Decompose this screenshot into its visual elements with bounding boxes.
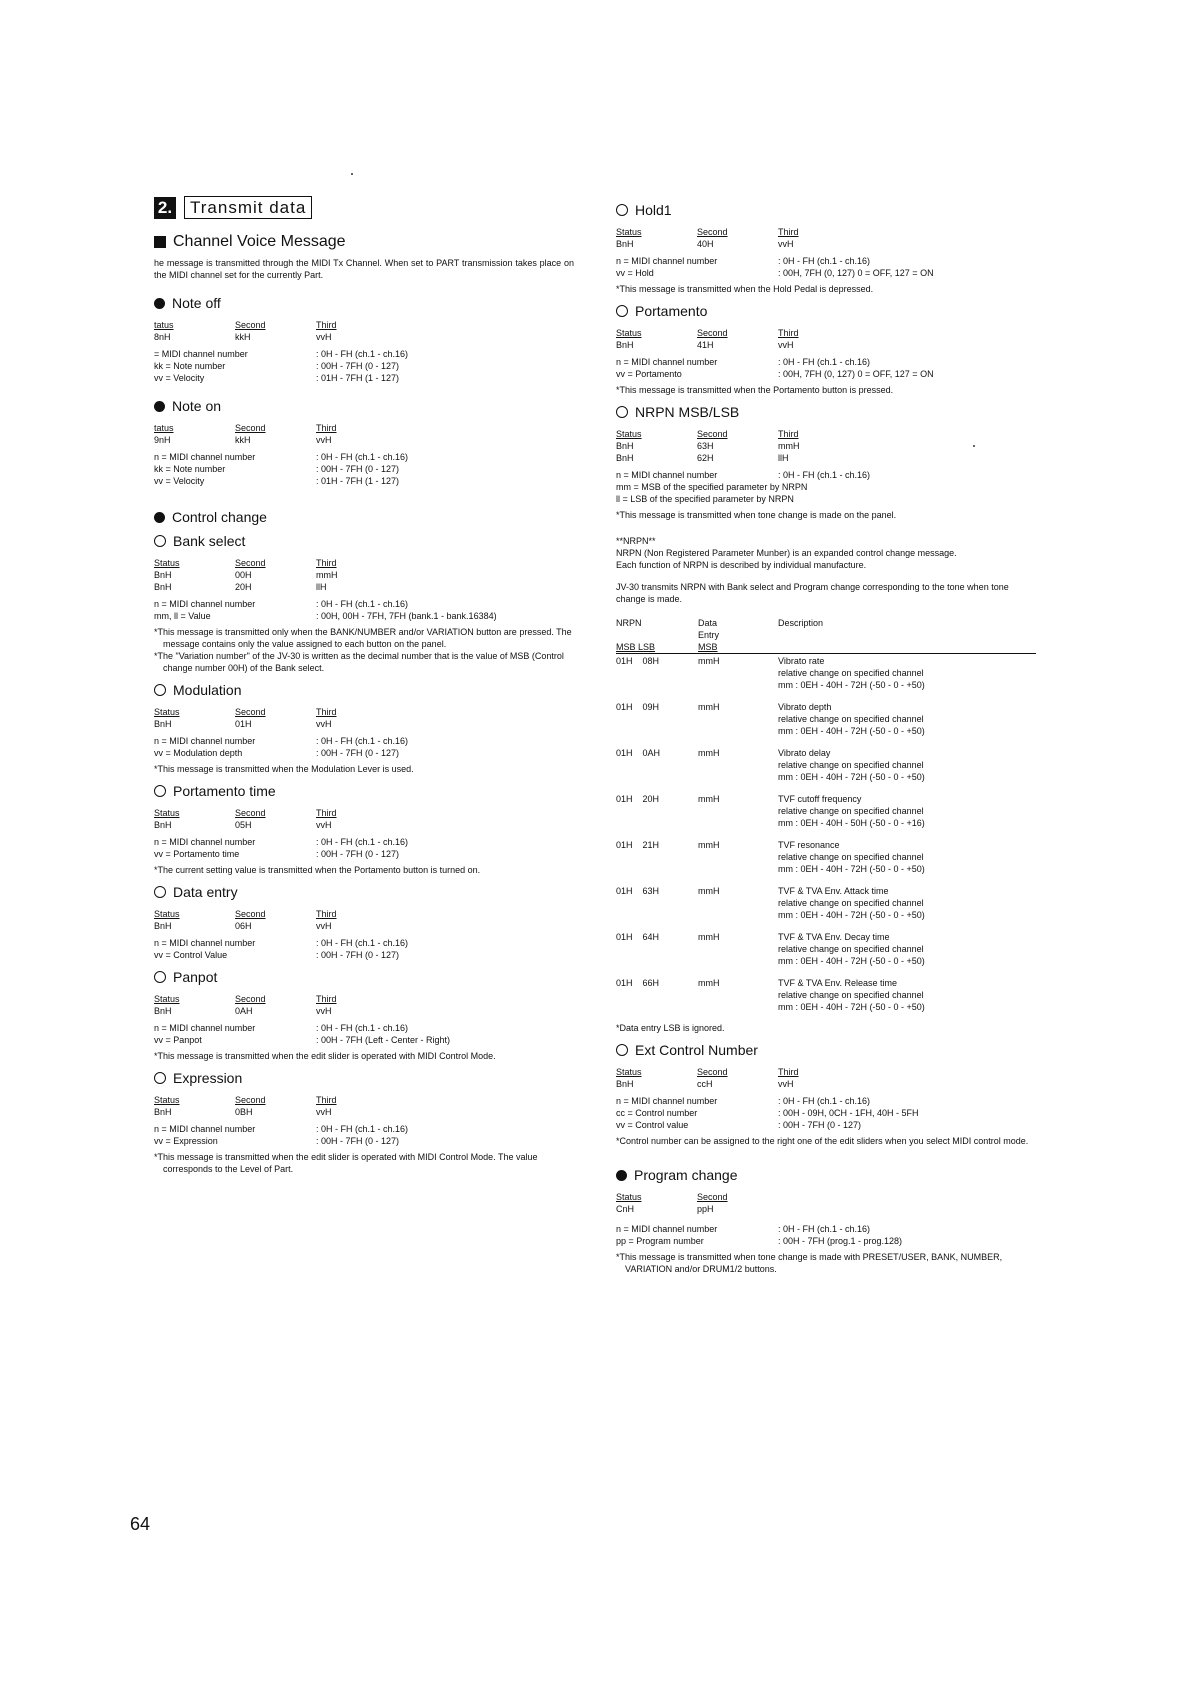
nrpn-rel: relative change on specified channel — [778, 944, 924, 954]
table-header: Second — [235, 423, 266, 433]
nrpn-data-cell: mmH — [698, 656, 720, 666]
table-header: Third — [316, 707, 337, 717]
nrpn-lsb: 21H — [642, 840, 660, 850]
table-header: Third — [778, 429, 799, 439]
nrpn-name: TVF resonance — [778, 840, 840, 850]
table-row — [616, 700, 1036, 737]
open-circle-icon — [616, 406, 628, 418]
table-row — [616, 976, 1036, 1013]
modulation-note: *This message is transmitted when the Modulation Lever is used. — [154, 764, 414, 774]
filled-bullet-icon — [154, 298, 165, 309]
definition-key: vv = Control value — [616, 1120, 689, 1130]
table-cell: vvH — [778, 340, 794, 350]
definition-key: n = MIDI channel number — [616, 357, 718, 367]
nrpn-description-cell — [778, 701, 1036, 737]
nrpn-range: mm : 0EH - 40H - 72H (-50 - 0 - +50) — [778, 726, 925, 736]
table-cell: mmH — [778, 441, 800, 451]
definition-key: vv = Modulation depth — [154, 748, 243, 758]
table-cell: CnH — [616, 1204, 635, 1214]
table-header: Status — [154, 558, 180, 568]
open-circle-icon — [154, 684, 166, 696]
definition-key: vv = Hold — [616, 268, 654, 278]
program-change-table — [616, 1191, 1036, 1215]
nrpn-msb-lsb-cell — [616, 931, 698, 967]
nrpn-rel: relative change on specified channel — [778, 806, 924, 816]
program-change-definitions — [616, 1223, 1036, 1247]
note-off-definitions — [154, 348, 574, 384]
panpot-table — [154, 993, 574, 1017]
definition-key: = MIDI channel number — [154, 349, 248, 359]
table-header: Entry — [698, 630, 720, 640]
nrpn-parameter-table — [616, 617, 1036, 1013]
filled-bullet-icon — [616, 1170, 627, 1181]
nrpn-footnote: *Data entry LSB is ignored. — [616, 1023, 725, 1033]
nrpn-msb-lsb-definitions — [616, 469, 1036, 505]
nrpn-msb: 01H — [616, 840, 633, 850]
hold1-heading: Hold1 — [616, 202, 1036, 218]
definition-key: vv = Portamento time — [154, 849, 240, 859]
data-entry-heading: Data entry — [154, 884, 574, 900]
ext-control-definitions — [616, 1095, 1036, 1131]
channel-voice-intro: he message is transmitted through the MIDI Tx Channel. When set to PART transmission takes place on the MIDI channel set for the currently Part. — [154, 258, 574, 280]
definition-key: vv = Velocity — [154, 476, 205, 486]
table-cell: BnH — [154, 719, 172, 729]
definition-value: : 00H - 7FH (Left - Center - Right) — [316, 1035, 451, 1045]
nrpn-msb: 01H — [616, 748, 633, 758]
table-cell: ppH — [697, 1204, 714, 1214]
definition-key: vv = Expression — [154, 1136, 218, 1146]
table-header: tatus — [154, 423, 174, 433]
panpot-definitions — [154, 1022, 574, 1046]
nrpn-name: TVF & TVA Env. Release time — [778, 978, 898, 988]
nrpn-rel: relative change on specified channel — [778, 714, 924, 724]
table-cell: 40H — [697, 239, 714, 249]
nrpn-msb: 01H — [616, 886, 633, 896]
bank-select-definitions — [154, 598, 574, 622]
bank-select-heading: Bank select — [154, 533, 574, 549]
nrpn-note: *This message is transmitted when tone change is made on the panel. — [616, 510, 897, 520]
open-circle-icon — [154, 886, 166, 898]
open-circle-icon — [616, 305, 628, 317]
table-header: Second — [235, 808, 266, 818]
nrpn-range: mm : 0EH - 40H - 72H (-50 - 0 - +50) — [778, 910, 925, 920]
definition-key: n = MIDI channel number — [616, 1096, 718, 1106]
table-header: Third — [778, 328, 799, 338]
table-row — [616, 654, 1036, 691]
table-row — [616, 838, 1036, 875]
nrpn-data-cell: mmH — [698, 840, 720, 850]
table-header: Third — [316, 1095, 337, 1105]
nrpn-msb: 01H — [616, 794, 633, 804]
definition-line: mm = MSB of the specified parameter by NRPN — [616, 482, 808, 492]
nrpn-msb-lsb-heading: NRPN MSB/LSB — [616, 404, 1036, 420]
note-on-heading: Note on — [154, 398, 574, 414]
nrpn-range: mm : 0EH - 40H - 72H (-50 - 0 - +50) — [778, 680, 925, 690]
table-header: Second — [235, 558, 266, 568]
section-heading: Transmit data — [184, 196, 312, 219]
note-on-table — [154, 422, 574, 446]
table-header: Second — [235, 320, 266, 330]
table-cell: 8nH — [154, 332, 171, 342]
left-column — [154, 196, 574, 1175]
nrpn-rel: relative change on specified channel — [778, 852, 924, 862]
table-header: Status — [616, 1192, 642, 1202]
open-circle-icon — [616, 204, 628, 216]
table-cell: BnH — [616, 340, 634, 350]
definition-key: kk = Note number — [154, 464, 226, 474]
table-cell: BnH — [616, 441, 634, 451]
table-cell: vvH — [778, 239, 794, 249]
hold1-table — [616, 226, 1036, 250]
definition-value: : 0H - FH (ch.1 - ch.16) — [778, 1096, 871, 1106]
definition-value: : 00H - 09H, 0CH - 1FH, 40H - 5FH — [778, 1108, 919, 1118]
nrpn-msb-lsb-cell — [616, 793, 698, 829]
table-header: Third — [778, 227, 799, 237]
definition-key: mm, ll = Value — [154, 611, 211, 621]
nrpn-range: mm : 0EH - 40H - 72H (-50 - 0 - +50) — [778, 1002, 925, 1012]
table-header: Status — [616, 429, 642, 439]
nrpn-name: TVF cutoff frequency — [778, 794, 862, 804]
nrpn-description-cell — [778, 747, 1036, 783]
definition-value: : 00H - 7FH (0 - 127) — [316, 849, 400, 859]
portamento-time-definitions — [154, 836, 574, 860]
table-cell: llH — [316, 582, 327, 592]
channel-voice-heading: Channel Voice Message — [154, 233, 574, 251]
portamento-note: *This message is transmitted when the Portamento button is pressed. — [616, 385, 894, 395]
table-cell: 0BH — [235, 1107, 253, 1117]
table-header: Third — [316, 994, 337, 1004]
nrpn-msb-lsb-cell — [616, 655, 698, 691]
table-cell: vvH — [778, 1079, 794, 1089]
table-row — [616, 746, 1036, 783]
definition-value: : 00H - 7FH (0 - 127) — [778, 1120, 862, 1130]
nrpn-rel: relative change on specified channel — [778, 990, 924, 1000]
table-cell: BnH — [154, 820, 172, 830]
definition-key: n = MIDI channel number — [154, 1023, 256, 1033]
table-header: Second — [235, 707, 266, 717]
definition-value: : 0H - FH (ch.1 - ch.16) — [778, 1224, 871, 1234]
table-header: NRPN — [616, 618, 642, 628]
definition-key: n = MIDI channel number — [154, 938, 256, 948]
open-circle-icon — [154, 971, 166, 983]
portamento-table — [616, 327, 1036, 351]
nrpn-msb: 01H — [616, 978, 633, 988]
note-on-definitions — [154, 451, 574, 487]
bank-select-note: *This message is transmitted only when the BANK/NUMBER and/or VARIATION button are pressed. The message contains only the value assigned to each button on the panel. — [154, 627, 572, 649]
table-header: Status — [616, 328, 642, 338]
nrpn-msb-lsb-cell — [616, 747, 698, 783]
portamento-time-heading: Portamento time — [154, 783, 574, 799]
table-cell: llH — [778, 453, 789, 463]
definition-value: : 0H - FH (ch.1 - ch.16) — [316, 1124, 409, 1134]
table-header: Second — [235, 1095, 266, 1105]
table-cell: kkH — [235, 435, 251, 445]
scan-speck — [351, 173, 353, 175]
nrpn-name: TVF & TVA Env. Attack time — [778, 886, 889, 896]
definition-key: vv = Portamento — [616, 369, 682, 379]
definition-value: : 00H - 7FH (0 - 127) — [316, 361, 400, 371]
table-cell: vvH — [316, 1107, 332, 1117]
table-header: Description — [778, 618, 824, 628]
note-off-table — [154, 319, 574, 343]
table-header: Third — [316, 320, 337, 330]
nrpn-lsb: 63H — [642, 886, 660, 896]
definition-value: : 0H - FH (ch.1 - ch.16) — [778, 256, 871, 266]
program-change-note: *This message is transmitted when tone change is made with PRESET/USER, BANK, NUMBER, VARIATION and/or DRUM1/2 buttons. — [616, 1252, 1003, 1274]
table-cell: vvH — [316, 719, 332, 729]
table-header: MSB LSB — [616, 642, 656, 652]
table-header: Second — [697, 429, 728, 439]
table-header: Third — [778, 1067, 799, 1077]
nrpn-lsb: 20H — [642, 794, 660, 804]
table-cell: 41H — [697, 340, 714, 350]
nrpn-name: Vibrato delay — [778, 748, 831, 758]
expression-heading: Expression — [154, 1070, 574, 1086]
table-cell: 62H — [697, 453, 714, 463]
definition-key: n = MIDI channel number — [154, 837, 256, 847]
table-cell: BnH — [616, 239, 634, 249]
table-header: Second — [235, 909, 266, 919]
definition-value: : 0H - FH (ch.1 - ch.16) — [778, 357, 871, 367]
nrpn-name: TVF & TVA Env. Decay time — [778, 932, 890, 942]
definition-value: : 0H - FH (ch.1 - ch.16) — [316, 349, 409, 359]
nrpn-description-cell — [778, 793, 1036, 829]
definition-value: : 0H - FH (ch.1 - ch.16) — [778, 470, 871, 480]
square-bullet-icon — [154, 236, 166, 248]
definition-key: pp = Program number — [616, 1236, 704, 1246]
open-circle-icon — [154, 785, 166, 797]
table-header: Second — [697, 1067, 728, 1077]
expression-note: *This message is transmitted when the edit slider is operated with MIDI Control Mode. The value corresponds to the Level of Part. — [154, 1152, 538, 1174]
nrpn-msb: 01H — [616, 702, 633, 712]
section-number: 2. — [154, 197, 176, 219]
note-off-heading: Note off — [154, 295, 574, 311]
nrpn-msb-lsb-cell — [616, 701, 698, 737]
table-row — [616, 884, 1036, 921]
table-header: MSB — [698, 642, 718, 652]
nrpn-range: mm : 0EH - 40H - 72H (-50 - 0 - +50) — [778, 772, 925, 782]
modulation-definitions — [154, 735, 574, 759]
nrpn-data-cell: mmH — [698, 932, 720, 942]
program-change-heading: Program change — [616, 1167, 1036, 1183]
table-header: Status — [154, 994, 180, 1004]
nrpn-description: Each function of NRPN is described by individual manufacture. — [616, 560, 867, 570]
panpot-heading: Panpot — [154, 969, 574, 985]
table-cell: ccH — [697, 1079, 713, 1089]
table-cell: BnH — [154, 1107, 172, 1117]
nrpn-rel: relative change on specified channel — [778, 898, 924, 908]
definition-key: n = MIDI channel number — [154, 1124, 256, 1134]
table-cell: 9nH — [154, 435, 171, 445]
definition-value: : 01H - 7FH (1 - 127) — [316, 373, 400, 383]
definition-value: : 0H - FH (ch.1 - ch.16) — [316, 736, 409, 746]
ext-control-table — [616, 1066, 1036, 1090]
hold1-note: *This message is transmitted when the Hold Pedal is depressed. — [616, 284, 874, 294]
definition-value: : 00H - 7FH (0 - 127) — [316, 748, 400, 758]
nrpn-description: NRPN (Non Registered Parameter Munber) is an expanded control change message. — [616, 548, 957, 558]
definition-value: : 00H - 7FH (0 - 127) — [316, 464, 400, 474]
table-cell: 06H — [235, 921, 252, 931]
definition-value: : 00H, 7FH (0, 127) 0 = OFF, 127 = ON — [778, 268, 934, 278]
table-row — [616, 792, 1036, 829]
hold1-definitions — [616, 255, 1036, 279]
table-header: Second — [697, 328, 728, 338]
table-cell: vvH — [316, 332, 332, 342]
control-change-heading: Control change — [154, 509, 574, 525]
table-header: Second — [697, 227, 728, 237]
expression-definitions — [154, 1123, 574, 1147]
open-circle-icon — [154, 535, 166, 547]
table-cell: vvH — [316, 921, 332, 931]
table-header: Third — [316, 808, 337, 818]
table-cell: 05H — [235, 820, 252, 830]
nrpn-lsb: 09H — [642, 702, 660, 712]
filled-bullet-icon — [154, 512, 165, 523]
table-row — [616, 930, 1036, 967]
expression-table — [154, 1094, 574, 1118]
nrpn-description-cell — [778, 839, 1036, 875]
definition-key: n = MIDI channel number — [154, 452, 256, 462]
nrpn-data-cell: mmH — [698, 978, 720, 988]
definition-value: : 01H - 7FH (1 - 127) — [316, 476, 400, 486]
definition-key: n = MIDI channel number — [154, 599, 256, 609]
nrpn-lsb: 64H — [642, 932, 660, 942]
nrpn-description-cell — [778, 655, 1036, 691]
definition-value: : 00H - 7FH (0 - 127) — [316, 1136, 400, 1146]
nrpn-msb: 01H — [616, 932, 633, 942]
nrpn-msb-lsb-table — [616, 428, 1036, 464]
nrpn-name: Vibrato depth — [778, 702, 832, 712]
modulation-heading: Modulation — [154, 682, 574, 698]
definition-value: : 0H - FH (ch.1 - ch.16) — [316, 1023, 409, 1033]
bank-select-note: *The "Variation number" of the JV-30 is written as the decimal number that is the value of MSB (Control change number 00H) of the Bank select. — [154, 651, 564, 673]
definition-key: vv = Control Value — [154, 950, 228, 960]
table-header: Second — [235, 994, 266, 1004]
nrpn-lsb: 0AH — [642, 748, 661, 758]
definition-key: kk = Note number — [154, 361, 226, 371]
table-cell: BnH — [154, 582, 172, 592]
definition-value: : 00H - 7FH (prog.1 - prog.128) — [778, 1236, 903, 1246]
open-circle-icon — [616, 1044, 628, 1056]
definition-value: : 00H, 00H - 7FH, 7FH (bank.1 - bank.16384) — [316, 611, 497, 621]
nrpn-range: mm : 0EH - 40H - 72H (-50 - 0 - +50) — [778, 956, 925, 966]
nrpn-rel: relative change on specified channel — [778, 760, 924, 770]
data-entry-table — [154, 908, 574, 932]
data-entry-definitions — [154, 937, 574, 961]
table-cell: BnH — [616, 1079, 634, 1089]
filled-bullet-icon — [154, 401, 165, 412]
table-cell: vvH — [316, 1006, 332, 1016]
nrpn-msb-lsb-cell — [616, 977, 698, 1013]
page-number: 64 — [130, 1514, 151, 1534]
table-cell: vvH — [316, 435, 332, 445]
nrpn-data-cell: mmH — [698, 886, 720, 896]
definition-value: : 0H - FH (ch.1 - ch.16) — [316, 938, 409, 948]
nrpn-description-cell — [778, 885, 1036, 921]
definition-key: vv = Velocity — [154, 373, 205, 383]
nrpn-range: mm : 0EH - 40H - 50H (-50 - 0 - +16) — [778, 818, 925, 828]
definition-value: : 00H, 7FH (0, 127) 0 = OFF, 127 = ON — [778, 369, 934, 379]
open-circle-icon — [154, 1072, 166, 1084]
table-header: Data — [698, 618, 718, 628]
table-cell: BnH — [154, 570, 172, 580]
portamento-time-table — [154, 807, 574, 831]
table-header: Status — [616, 1067, 642, 1077]
nrpn-description-cell — [778, 977, 1036, 1013]
table-header: tatus — [154, 320, 174, 330]
table-header: Third — [316, 558, 337, 568]
table-cell: 20H — [235, 582, 252, 592]
table-cell: vvH — [316, 820, 332, 830]
definition-key: n = MIDI channel number — [154, 736, 256, 746]
table-header: Status — [154, 707, 180, 717]
definition-key: n = MIDI channel number — [616, 256, 718, 266]
table-cell: 00H — [235, 570, 252, 580]
nrpn-name: Vibrato rate — [778, 656, 825, 666]
portamento-heading: Portamento — [616, 303, 1036, 319]
nrpn-subheading: **NRPN** — [616, 536, 656, 546]
definition-key: cc = Control number — [616, 1108, 698, 1118]
definition-value: : 00H - 7FH (0 - 127) — [316, 950, 400, 960]
table-header: Status — [154, 808, 180, 818]
nrpn-data-cell: mmH — [698, 748, 720, 758]
definition-value: : 0H - FH (ch.1 - ch.16) — [316, 837, 409, 847]
definition-value: : 0H - FH (ch.1 - ch.16) — [316, 599, 409, 609]
table-header: Status — [154, 1095, 180, 1105]
table-cell: 63H — [697, 441, 714, 451]
nrpn-lsb: 66H — [642, 978, 660, 988]
definition-key: vv = Panpot — [154, 1035, 202, 1045]
nrpn-data-cell: mmH — [698, 794, 720, 804]
table-cell: BnH — [154, 1006, 172, 1016]
nrpn-msb: 01H — [616, 656, 633, 666]
table-header: Third — [316, 423, 337, 433]
nrpn-rel: relative change on specified channel — [778, 668, 924, 678]
nrpn-msb-lsb-cell — [616, 839, 698, 875]
jv30-nrpn-text: JV-30 transmits NRPN with Bank select and Program change corresponding to the tone when tone change is made. — [616, 582, 1009, 604]
ext-control-note: *Control number can be assigned to the right one of the edit sliders when you select MIDI control mode. — [616, 1136, 1029, 1146]
table-header: Third — [316, 909, 337, 919]
portamento-time-note: *The current setting value is transmitted when the Portamento button is turned on. — [154, 865, 481, 875]
bank-select-table — [154, 557, 574, 593]
table-header: Second — [697, 1192, 728, 1202]
nrpn-description-cell — [778, 931, 1036, 967]
nrpn-lsb: 08H — [642, 656, 660, 666]
table-cell: kkH — [235, 332, 251, 342]
definition-value: : 0H - FH (ch.1 - ch.16) — [316, 452, 409, 462]
definition-key: n = MIDI channel number — [616, 1224, 718, 1234]
table-cell: mmH — [316, 570, 338, 580]
table-header: Status — [154, 909, 180, 919]
definition-key: n = MIDI channel number — [616, 470, 718, 480]
table-header: Status — [616, 227, 642, 237]
table-cell: BnH — [154, 921, 172, 931]
table-cell: 0AH — [235, 1006, 253, 1016]
ext-control-heading: Ext Control Number — [616, 1042, 1036, 1058]
nrpn-data-cell: mmH — [698, 702, 720, 712]
section-title — [154, 196, 574, 219]
definition-line: ll = LSB of the specified parameter by NRPN — [616, 494, 794, 504]
nrpn-msb-lsb-cell — [616, 885, 698, 921]
panpot-note: *This message is transmitted when the edit slider is operated with MIDI Control Mode. — [154, 1051, 496, 1061]
nrpn-range: mm : 0EH - 40H - 72H (-50 - 0 - +50) — [778, 864, 925, 874]
right-column — [616, 202, 1036, 1275]
modulation-table — [154, 706, 574, 730]
portamento-definitions — [616, 356, 1036, 380]
table-cell: 01H — [235, 719, 252, 729]
table-cell: BnH — [616, 453, 634, 463]
